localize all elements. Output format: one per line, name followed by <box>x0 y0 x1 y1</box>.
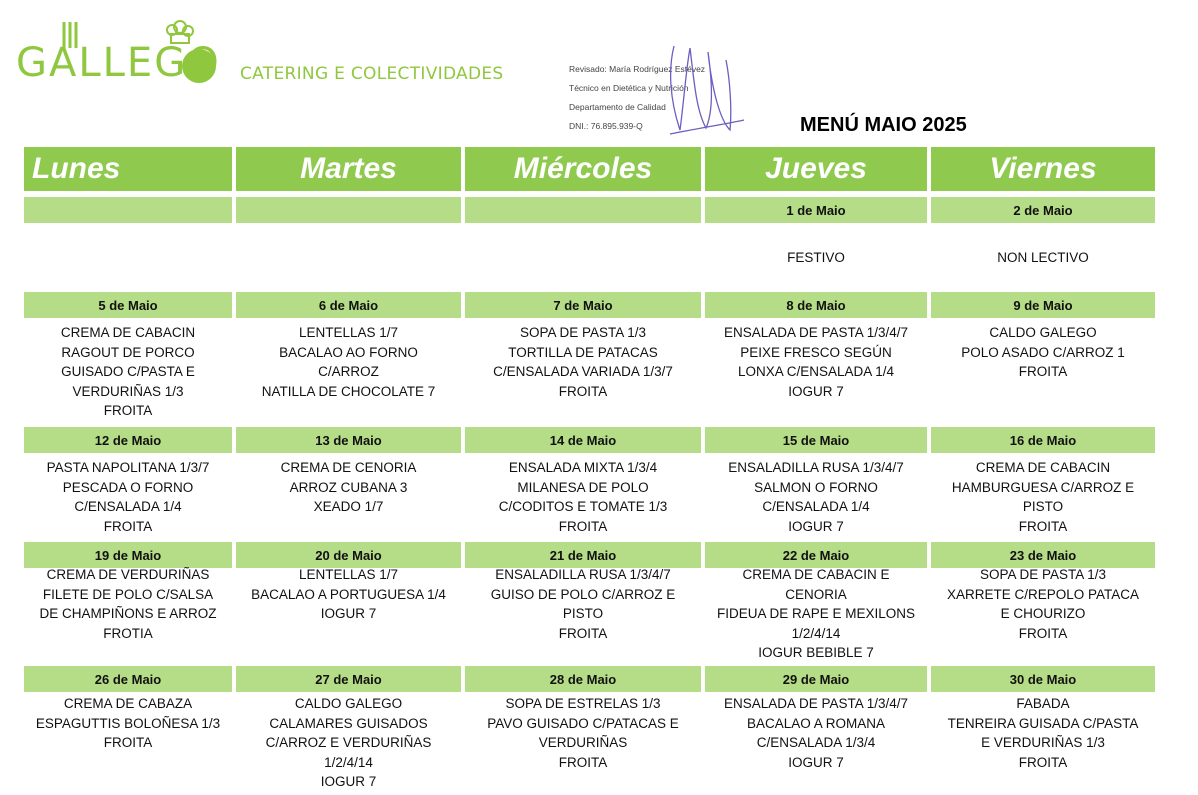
menu-item: ENSALADA DE PASTA 1/3/4/7 <box>723 325 909 340</box>
menu-item: E VERDURIÑAS 1/3 <box>981 735 1105 751</box>
date-label <box>465 197 701 223</box>
menu-item: TENREIRA GUISADA C/PASTA <box>947 715 1139 731</box>
menu-item: FROITA <box>558 754 608 770</box>
signature-icon <box>660 40 750 140</box>
menu-item: POLO ASADO C/ARROZ 1 <box>961 344 1125 360</box>
menu-item: 1/2/4/14 <box>324 754 373 770</box>
menu-cell <box>705 323 927 401</box>
menu-item: FIDEUA DE RAPE E MEXILONS <box>716 606 916 622</box>
menu-cell <box>24 458 232 536</box>
menu-item: IOGUR 7 <box>788 518 844 534</box>
menu-item: ENSALADILLA RUSA 1/3/4/7 <box>495 567 671 582</box>
date-label: 5 de Maio <box>24 292 232 318</box>
menu-item: FROITA <box>558 625 608 641</box>
menu-cell <box>24 323 232 421</box>
date-label: 22 de Maio <box>705 542 927 568</box>
date-label: 16 de Maio <box>931 427 1155 453</box>
menu-item: VERDURIÑAS 1/3 <box>72 383 184 399</box>
day-header-jueves: Jueves <box>705 147 927 191</box>
menu-item: C/ENSALADA 1/4 <box>762 499 870 515</box>
menu-item: E CHOURIZO <box>1000 606 1086 622</box>
date-label: 13 de Maio <box>236 427 461 453</box>
menu-item: CREMA DE CABAZA <box>63 696 193 711</box>
menu-cell <box>465 323 701 401</box>
menu-item: DE CHAMPIÑONS E ARROZ <box>39 606 217 622</box>
menu-item: HAMBURGUESA C/ARROZ E <box>951 479 1135 495</box>
date-label <box>236 197 461 223</box>
menu-item: PEIXE FRESCO SEGÚN <box>740 344 892 360</box>
menu-cell <box>931 458 1155 536</box>
menu-item: BACALAO A ROMANA <box>746 715 886 731</box>
menu-item: CREMA DE CABACIN <box>975 460 1111 475</box>
menu-cell <box>236 565 461 624</box>
menu-item: FROITA <box>558 518 608 534</box>
day-header-martes: Martes <box>236 147 461 191</box>
menu-cell <box>931 323 1155 382</box>
menu-cell <box>931 694 1155 772</box>
date-label: 15 de Maio <box>705 427 927 453</box>
menu-cell <box>236 694 461 792</box>
menu-title: MENÚ MAIO 2025 <box>800 114 967 136</box>
date-label: 14 de Maio <box>465 427 701 453</box>
day-header-miércoles: Miércoles <box>465 147 701 191</box>
menu-item: IOGUR 7 <box>320 774 377 790</box>
menu-item: LENTELLAS 1/7 <box>298 325 399 340</box>
menu-item: C/ENSALADA 1/4 <box>74 499 182 515</box>
menu-item: 1/2/4/14 <box>791 625 841 641</box>
date-label: 6 de Maio <box>236 292 461 318</box>
menu-item: TORTILLA DE PATACAS <box>508 344 658 360</box>
menu-cell <box>705 458 927 536</box>
menu-item: FROITA <box>103 403 153 419</box>
date-label: 1 de Maio <box>705 197 927 223</box>
menu-item: PAVO GUISADO C/PATACAS E <box>487 715 679 731</box>
date-label: 27 de Maio <box>236 666 461 692</box>
date-label: 12 de Maio <box>24 427 232 453</box>
menu-item: MILANESA DE POLO <box>517 479 649 495</box>
review-line: Técnico en Dietética y Nutrición <box>569 83 689 93</box>
menu-item: NATILLA DE CHOCOLATE 7 <box>261 383 436 399</box>
date-label: 21 de Maio <box>465 542 701 568</box>
menu-item: FROITA <box>1018 518 1068 534</box>
menu-cell <box>705 565 927 663</box>
menu-item: NON LECTIVO <box>997 250 1089 265</box>
date-label: 29 de Maio <box>705 666 927 692</box>
menu-item: CREMA DE CABACIN <box>60 325 196 340</box>
menu-item: CREMA DE CENORIA <box>280 460 417 475</box>
review-line: DNI.: 76.895.939-Q <box>569 121 643 131</box>
menu-cell <box>931 248 1155 268</box>
day-header-viernes: Viernes <box>931 147 1155 191</box>
menu-item: C/ARROZ <box>318 364 379 380</box>
menu-item: FROITA <box>1018 625 1068 641</box>
menu-item: FROITA <box>558 383 608 399</box>
menu-cell <box>931 565 1155 643</box>
menu-cell <box>465 458 701 536</box>
menu-item: C/ENSALADA VARIADA 1/3/7 <box>493 364 673 380</box>
menu-cell <box>705 694 927 772</box>
date-label: 30 de Maio <box>931 666 1155 692</box>
menu-item: CENORIA <box>785 586 847 602</box>
menu-cell <box>236 458 461 517</box>
date-label: 8 de Maio <box>705 292 927 318</box>
menu-item: FROTIA <box>103 625 153 641</box>
menu-item: C/CODITOS E TOMATE 1/3 <box>498 499 668 515</box>
menu-item: CALAMARES GUISADOS <box>269 715 428 731</box>
menu-item: LENTELLAS 1/7 <box>298 567 399 582</box>
menu-item: FROITA <box>1018 754 1068 770</box>
menu-item: FROITA <box>103 518 153 534</box>
menu-item: SOPA DE PASTA 1/3 <box>519 325 647 340</box>
date-label: 19 de Maio <box>24 542 232 568</box>
date-label: 2 de Maio <box>931 197 1155 223</box>
menu-item: CALDO GALEGO <box>294 696 403 711</box>
menu-item: ENSALADA MIXTA 1/3/4 <box>508 460 658 475</box>
menu-item: FABADA <box>1016 696 1070 711</box>
menu-item: VERDURIÑAS <box>538 735 628 751</box>
menu-cell <box>465 694 701 772</box>
menu-item: IOGUR 7 <box>788 754 844 770</box>
menu-item: SOPA DE PASTA 1/3 <box>979 567 1107 582</box>
menu-cell <box>24 694 232 753</box>
menu-item: PASTA NAPOLITANA 1/3/7 <box>46 460 210 475</box>
menu-item: FESTIVO <box>787 250 845 265</box>
menu-item: BACALAO A PORTUGUESA 1/4 <box>251 586 446 602</box>
menu-item: IOGUR BEBIBLE 7 <box>758 645 874 661</box>
menu-item: IOGUR 7 <box>788 383 844 399</box>
menu-item: ARROZ CUBANA 3 <box>289 479 408 495</box>
menu-item: XARRETE C/REPOLO PATACA <box>946 586 1140 602</box>
date-label: 23 de Maio <box>931 542 1155 568</box>
brand-tagline: CATERING E COLECTIVIDADES <box>240 64 504 84</box>
menu-item: ENSALADA DE PASTA 1/3/4/7 <box>723 696 909 711</box>
menu-item: FROITA <box>103 735 153 751</box>
menu-item: GUISO DE POLO C/ARROZ E <box>490 586 676 602</box>
menu-item: C/ENSALADA 1/3/4 <box>756 735 876 751</box>
menu-item: C/ARROZ E VERDURIÑAS <box>265 735 432 751</box>
menu-item: LONXA C/ENSALADA 1/4 <box>737 364 895 380</box>
menu-item: PESCADA O FORNO <box>62 479 194 495</box>
date-label: 7 de Maio <box>465 292 701 318</box>
date-label: 26 de Maio <box>24 666 232 692</box>
menu-item: XEADO 1/7 <box>313 499 384 515</box>
menu-item: PISTO <box>1022 499 1064 515</box>
menu-item: CREMA DE CABACIN E <box>742 567 890 582</box>
menu-item: FROITA <box>1018 364 1068 380</box>
review-line: Departamento de Calidad <box>569 102 666 112</box>
menu-item: GUISADO C/PASTA E <box>61 364 195 380</box>
date-label: 9 de Maio <box>931 292 1155 318</box>
brand-name: GALLEGO <box>16 40 221 86</box>
menu-cell <box>465 565 701 643</box>
review-line: Revisado: María Rodríguez Estévez <box>569 64 706 74</box>
menu-item: PISTO <box>562 606 604 622</box>
menu-item: CALDO GALEGO <box>989 325 1097 340</box>
date-label: 20 de Maio <box>236 542 461 568</box>
date-label: 28 de Maio <box>465 666 701 692</box>
menu-item: ENSALADILLA RUSA 1/3/4/7 <box>728 460 904 475</box>
menu-item: IOGUR 7 <box>320 606 377 622</box>
menu-cell <box>705 248 927 268</box>
menu-cell <box>24 565 232 643</box>
menu-item: ESPAGUTTIS BOLOÑESA 1/3 <box>35 715 221 731</box>
date-label <box>24 197 232 223</box>
menu-item: RAGOUT DE PORCO <box>61 344 195 360</box>
menu-item: CREMA DE VERDURIÑAS <box>46 567 210 582</box>
menu-item: SALMON O FORNO <box>754 479 878 495</box>
menu-item: FILETE DE POLO C/SALSA <box>42 586 214 602</box>
menu-item: SOPA DE ESTRELAS 1/3 <box>505 696 661 711</box>
day-header-lunes: Lunes <box>24 147 232 191</box>
menu-item: BACALAO AO FORNO <box>279 344 418 360</box>
menu-cell <box>236 323 461 401</box>
